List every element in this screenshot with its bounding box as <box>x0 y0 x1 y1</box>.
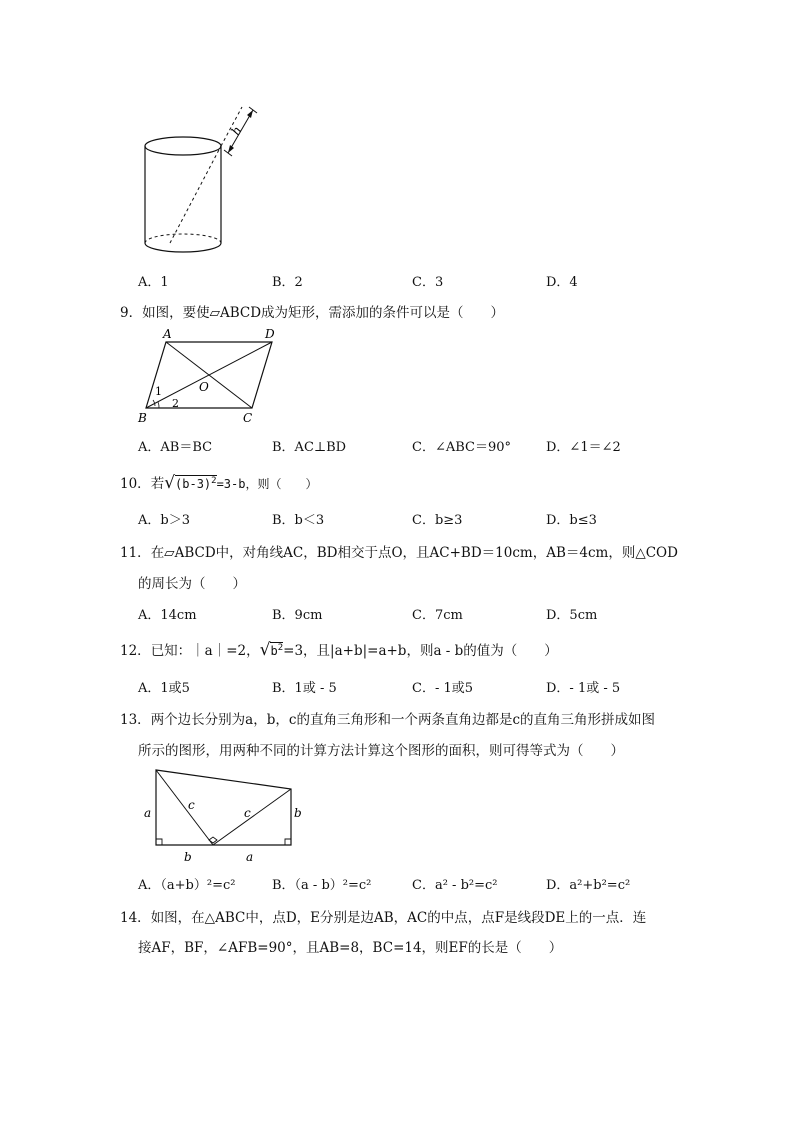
sqrt-radical-icon: √ <box>164 473 176 493</box>
q9-option-b[interactable]: B．AC⊥BD <box>272 440 347 455</box>
q12-option-b[interactable]: B．1或 - 5 <box>272 681 337 696</box>
q11-number: 11． <box>120 545 151 561</box>
q8-option-d[interactable]: D．4 <box>546 275 578 290</box>
q12-radicand: $b^2$ <box>270 643 284 658</box>
q13-number: 13． <box>120 712 151 728</box>
trapezoid-figure <box>138 765 308 867</box>
label-a: A <box>163 327 172 341</box>
h-label: h <box>228 123 245 138</box>
q13-line2: 所示的图形，用两种不同的计算方法计算这个图形的面积，则可得等式为（ ） <box>138 743 624 759</box>
angle-1-label: 1 <box>155 385 162 398</box>
q11-option-a[interactable]: A．14cm <box>138 608 197 623</box>
q13-option-d[interactable]: D．a²+b²=c² <box>546 878 631 893</box>
q13-line1 <box>120 708 655 728</box>
q9-question <box>120 301 504 321</box>
label-a-left: a <box>144 806 152 820</box>
q10-option-d[interactable]: D．b≤3 <box>546 513 597 528</box>
q10-option-c[interactable]: C．b≥3 <box>412 513 463 528</box>
q14-text-1: 如图，在△ABC中，点D，E分别是边AB，AC的中点，点F是线段DE上的一点．连 <box>150 910 647 926</box>
q10-option-a[interactable]: A．b＞3 <box>138 513 190 528</box>
q13-option-b[interactable]: B．（a - b）²=c² <box>272 878 372 893</box>
q10-post: =3-b，则（ ） <box>216 477 318 491</box>
q14-line1 <box>120 906 646 926</box>
sqrt-radical-icon: √ <box>259 640 271 660</box>
label-c: C <box>243 411 253 425</box>
q12-pre: 已知：｜a｜=2， <box>150 643 260 659</box>
q11-line1 <box>120 541 678 561</box>
label-b-right: b <box>294 806 302 820</box>
q11-option-c[interactable]: C．7cm <box>412 608 463 623</box>
q10-exponent: 2 <box>211 476 217 486</box>
q8-option-c[interactable]: C．3 <box>412 275 444 290</box>
q9-option-c[interactable]: C．∠ABC＝90° <box>412 440 512 455</box>
q10-option-b[interactable]: B．b＜3 <box>272 513 325 528</box>
label-d: D <box>265 327 275 341</box>
q11-text-1: 在▱ABCD中，对角线AC，BD相交于点O，且AC+BD＝10cm，AB＝4cm，则△COD <box>150 545 678 561</box>
q12-exponent: 2 <box>277 643 284 653</box>
label-b-bottom: b <box>184 850 192 864</box>
q8-option-b[interactable]: B．2 <box>272 275 303 290</box>
q9-option-a[interactable]: A．AB＝BC <box>138 440 213 455</box>
q12-option-a[interactable]: A．1或5 <box>138 681 190 696</box>
label-b: B <box>138 411 147 425</box>
q10-radicand: $(b-3)^2$ <box>175 476 217 491</box>
label-o: O <box>199 380 209 394</box>
q9-number: 9． <box>120 305 143 321</box>
q13-option-a[interactable]: A．（a+b）²=c² <box>138 878 236 893</box>
parallelogram-figure <box>135 325 295 427</box>
q11-line2: 的周长为（ ） <box>138 576 246 592</box>
q10-question <box>120 472 317 493</box>
angle-2-label: 2 <box>172 397 179 410</box>
label-c-1: c <box>188 798 195 812</box>
q9-text: 如图，要使▱ABCD成为矩形，需添加的条件可以是（ ） <box>142 305 505 321</box>
cylinder-figure <box>130 100 270 260</box>
q12-option-c[interactable]: C．- 1或5 <box>412 681 474 696</box>
q8-option-a[interactable]: A．1 <box>138 275 169 290</box>
q13-text-1: 两个边长分别为a，b，c的直角三角形和一个两条直角边都是c的直角三角形拼成如图 <box>150 712 655 728</box>
label-a-bottom: a <box>246 850 254 864</box>
q14-line2: 接AF，BF，∠AFB=90°，且AB=8，BC=14，则EF的长是（ ） <box>138 940 563 956</box>
label-c-2: c <box>244 806 251 820</box>
q11-option-d[interactable]: D．5cm <box>546 608 598 623</box>
q12-question <box>120 639 558 660</box>
q9-option-d[interactable]: D．∠1＝∠2 <box>546 440 621 455</box>
q10-number: 10． <box>120 476 151 492</box>
q11-option-b[interactable]: B．9cm <box>272 608 323 623</box>
q12-option-d[interactable]: D．- 1或 - 5 <box>546 681 621 696</box>
q12-number: 12． <box>120 643 151 659</box>
q13-option-c[interactable]: C．a² - b²=c² <box>412 878 498 893</box>
q14-number: 14． <box>120 910 151 926</box>
q12-post: =3，且|a+b|=a+b，则a - b的值为（ ） <box>283 643 558 659</box>
q10-pre: 若 <box>150 476 165 492</box>
